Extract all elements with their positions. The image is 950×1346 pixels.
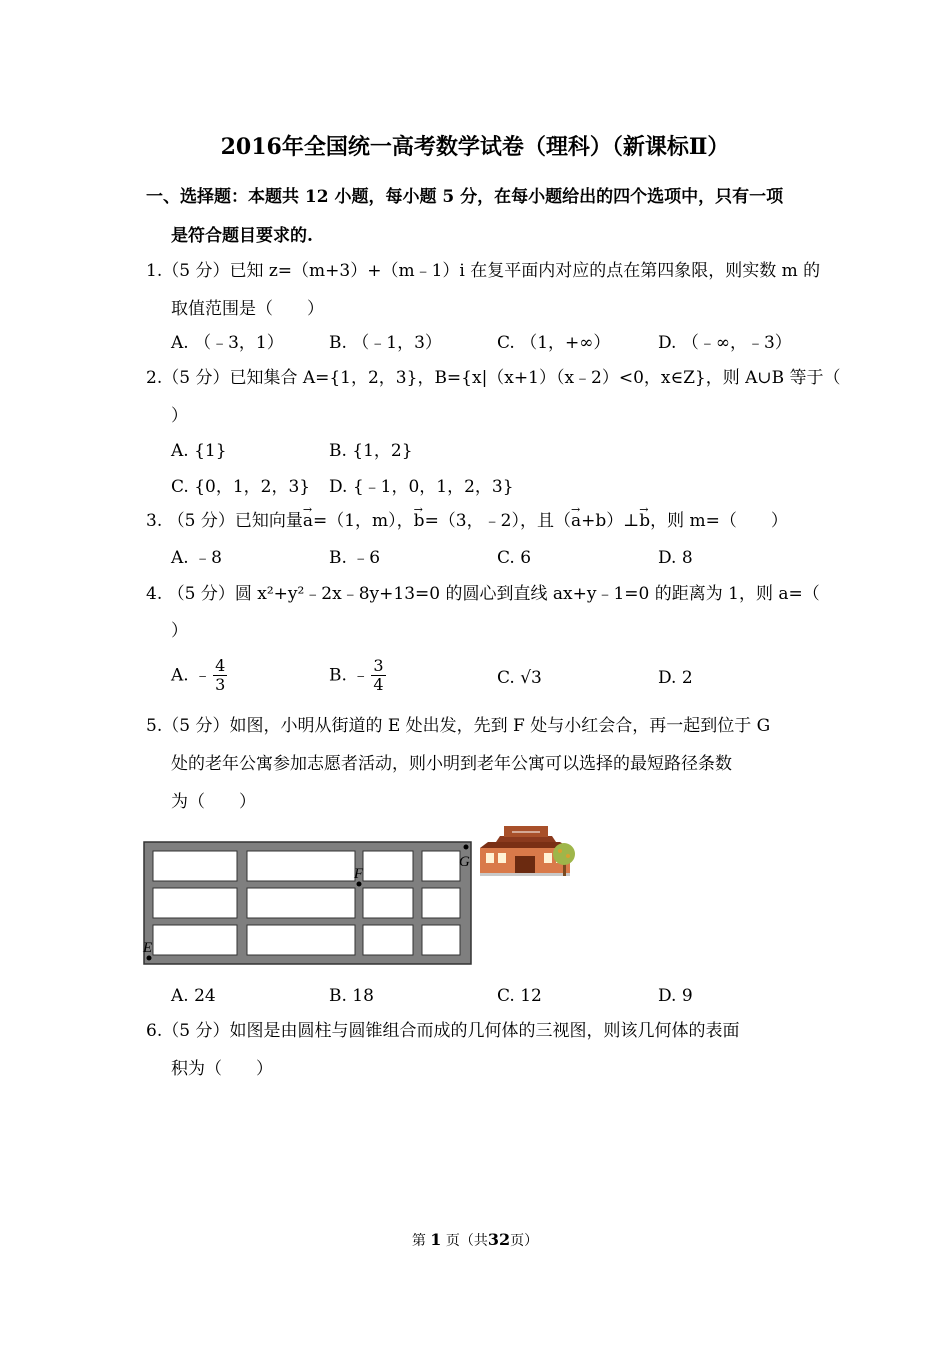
fraction-denominator: 3 xyxy=(215,675,226,694)
page-footer xyxy=(0,1230,950,1250)
block xyxy=(363,925,413,955)
section-heading-cont: 是符合题目要求的. xyxy=(171,226,313,246)
footer-post: 页） xyxy=(510,1233,539,1249)
q4-stem: 4. （5 分）圆 x²+y²﹣2x﹣8y+13=0 的圆心到直线 ax+y﹣1=0 的距离为 1，则 a=（ xyxy=(146,584,820,604)
q4-option-d: D. 2 xyxy=(658,668,693,688)
vector-b-2: → b xyxy=(639,510,650,532)
q4-option-b-label: B. ﹣ xyxy=(329,665,370,686)
q6-stem-cont: 积为（ ） xyxy=(171,1059,273,1079)
block xyxy=(422,925,460,955)
q1-option-a: A. （﹣3，1） xyxy=(171,333,284,353)
q3-option-c: C. 6 xyxy=(497,548,532,568)
q5-option-d: D. 9 xyxy=(658,986,693,1006)
block xyxy=(153,888,237,918)
page-title: 2016年全国统一高考数学试卷（理科）（新课标Ⅱ） xyxy=(220,134,730,160)
q3-stem xyxy=(146,510,788,532)
q2-stem: 2.（5 分）已知集合 A={1，2，3}，B={x|（x+1）（x﹣2）<0，x∈Z}，则 A∪B 等于（ xyxy=(146,368,841,388)
label-f: F xyxy=(354,866,364,882)
footer-pre: 第 xyxy=(411,1233,426,1249)
q4-option-b xyxy=(329,657,386,697)
block xyxy=(247,851,355,881)
block xyxy=(247,888,355,918)
q3-stem-mid2: =（3，﹣2），且（ xyxy=(424,511,571,531)
footer-mid: 页（共 xyxy=(445,1233,488,1249)
q5-option-b: B. 18 xyxy=(329,986,374,1006)
q4-stem-cont: ） xyxy=(171,621,188,641)
q4-option-a-label: A. ﹣ xyxy=(171,665,212,686)
block xyxy=(247,925,355,955)
q4-option-c: C. √3 xyxy=(497,668,542,688)
q3-stem-end: ，则 m=（ ） xyxy=(650,511,788,531)
fraction-denominator: 4 xyxy=(373,675,384,694)
q1-option-b: B. （﹣1，3） xyxy=(329,333,442,353)
q3-option-b: B. ﹣6 xyxy=(329,548,381,568)
vector-a-plus-b: → a+b xyxy=(571,510,606,532)
fraction-numerator: 3 xyxy=(373,656,384,675)
q5-stem-cont: 处的老年公寓参加志愿者活动，则小明到老年公寓可以选择的最短路径条数 xyxy=(171,754,732,774)
q5-stem-cont2: 为（ ） xyxy=(171,792,256,812)
q5-stem: 5.（5 分）如图，小明从街道的 E 处出发，先到 F 处与小红会合，再一起到位于 G xyxy=(146,716,771,736)
block xyxy=(363,888,413,918)
point-f xyxy=(357,882,362,887)
q6-stem: 6.（5 分）如图是由圆柱与圆锥组合而成的几何体的三视图，则该几何体的表面 xyxy=(146,1021,740,1041)
footer-total-pages: 32 xyxy=(487,1230,511,1249)
label-g: G xyxy=(459,854,470,870)
q2-option-d: D. {﹣1，0，1，2，3} xyxy=(329,477,514,497)
q3-stem-mid1: =（1，m）， xyxy=(312,511,414,531)
point-g xyxy=(464,845,469,850)
q2-option-a: A. {1} xyxy=(171,441,227,461)
point-e xyxy=(147,956,152,961)
q1-stem-cont: 取值范围是（ ） xyxy=(171,299,324,319)
q3-stem-pre: 3. （5 分）已知向量 xyxy=(146,511,303,531)
section-heading: 一、选择题：本题共 12 小题，每小题 5 分，在每小题给出的四个选项中，只有一项 xyxy=(146,187,784,207)
fraction xyxy=(213,657,227,694)
q3-stem-mid4: ）⊥ xyxy=(606,511,640,531)
label-e: E xyxy=(143,940,153,956)
vector-b: → b xyxy=(414,510,425,532)
block xyxy=(422,851,460,881)
street-grid-figure xyxy=(140,822,585,970)
footer-page-number: 1 xyxy=(430,1230,442,1249)
block xyxy=(363,851,413,881)
q1-stem: 1.（5 分）已知 z=（m+3）+（m﹣1）i 在复平面内对应的点在第四象限，则实数 m 的 xyxy=(146,261,821,281)
fraction-numerator: 4 xyxy=(215,656,226,675)
block xyxy=(153,851,237,881)
q2-option-c: C. {0，1，2，3} xyxy=(171,477,311,497)
vector-a: → a xyxy=(303,510,313,532)
q4-option-a xyxy=(171,657,227,697)
fraction xyxy=(371,657,385,694)
q2-option-b: B. {1，2} xyxy=(329,441,413,461)
block xyxy=(422,888,460,918)
q3-option-d: D. 8 xyxy=(658,548,693,568)
q1-option-d: D. （﹣∞，﹣3） xyxy=(658,333,792,353)
q2-stem-cont: ） xyxy=(171,406,188,426)
q5-option-a: A. 24 xyxy=(171,986,216,1006)
q5-option-c: C. 12 xyxy=(497,986,542,1006)
q1-option-c: C. （1，+∞） xyxy=(497,333,611,353)
block xyxy=(153,925,237,955)
q3-option-a: A. ﹣8 xyxy=(171,548,222,568)
